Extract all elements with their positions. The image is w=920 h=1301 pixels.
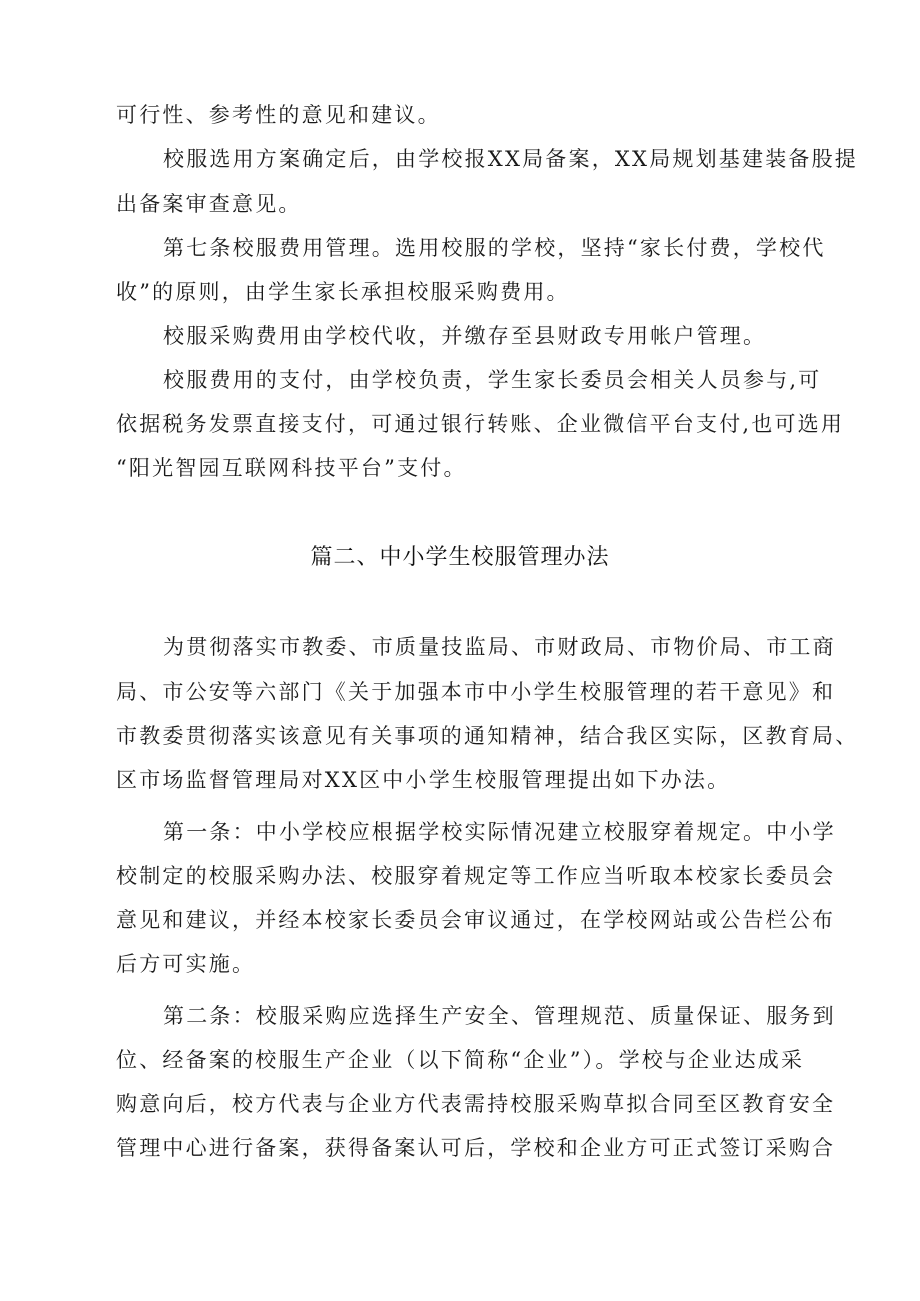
text-line: 意见和建议，并经本校家长委员会审议通过，在学校网站或公告栏公布: [116, 908, 836, 932]
text-line: 第二条：校服采购应选择生产安全、管理规范、质量保证、服务到: [163, 1004, 836, 1028]
section-heading: 篇二、中小学生校服管理办法: [310, 545, 610, 570]
text-line: 校服费用的支付，由学校负责，学生家长委员会相关人员参与,可: [163, 368, 822, 392]
text-line: 第七条校服费用管理。选用校服的学校，坚持“家长付费，学校代: [163, 236, 826, 260]
text-line: 校服采购费用由学校代收，并缴存至县财政专用帐户管理。: [163, 324, 767, 348]
text-line: 校制定的校服采购办法、校服穿着规定等工作应当听取本校家长委员会: [116, 864, 836, 888]
text-line: 区市场监督管理局对XX区中小学生校服管理提出如下办法。: [116, 768, 731, 792]
text-line: 可行性、参考性的意见和建议。: [116, 103, 441, 127]
text-line: 购意向后，校方代表与企业方代表需持校服采购草拟合同至区教育安全: [116, 1092, 836, 1116]
text-line: 为贯彻落实市教委、市质量技监局、市财政局、市物价局、市工商: [163, 635, 836, 659]
text-line: “阳光智园互联网科技平台”支付。: [116, 456, 467, 480]
text-line: 校服选用方案确定后，由学校报XX局备案，XX局规划基建装备股提: [163, 147, 858, 171]
text-line: 收”的原则，由学生家长承担校服采购费用。: [116, 280, 570, 304]
text-line: 市教委贯彻落实该意见有关事项的通知精神，结合我区实际，区教育局、: [116, 724, 859, 748]
text-line: 后方可实施。: [116, 952, 256, 976]
text-line: 管理中心进行备案，获得备案认可后，学校和企业方可正式签订采购合: [116, 1136, 836, 1160]
text-line: 依据税务发票直接支付，可通过银行转账、企业微信平台支付,也可选用: [116, 412, 845, 436]
text-line: 局、市公安等六部门《关于加强本市中小学生校服管理的若干意见》和: [116, 680, 836, 704]
text-line: 出备案审查意见。: [116, 192, 302, 216]
text-line: 位、经备案的校服生产企业（以下简称“企业”）。学校与企业达成采: [116, 1048, 805, 1072]
text-line: 第一条：中小学校应根据学校实际情况建立校服穿着规定。中小学: [163, 820, 836, 844]
